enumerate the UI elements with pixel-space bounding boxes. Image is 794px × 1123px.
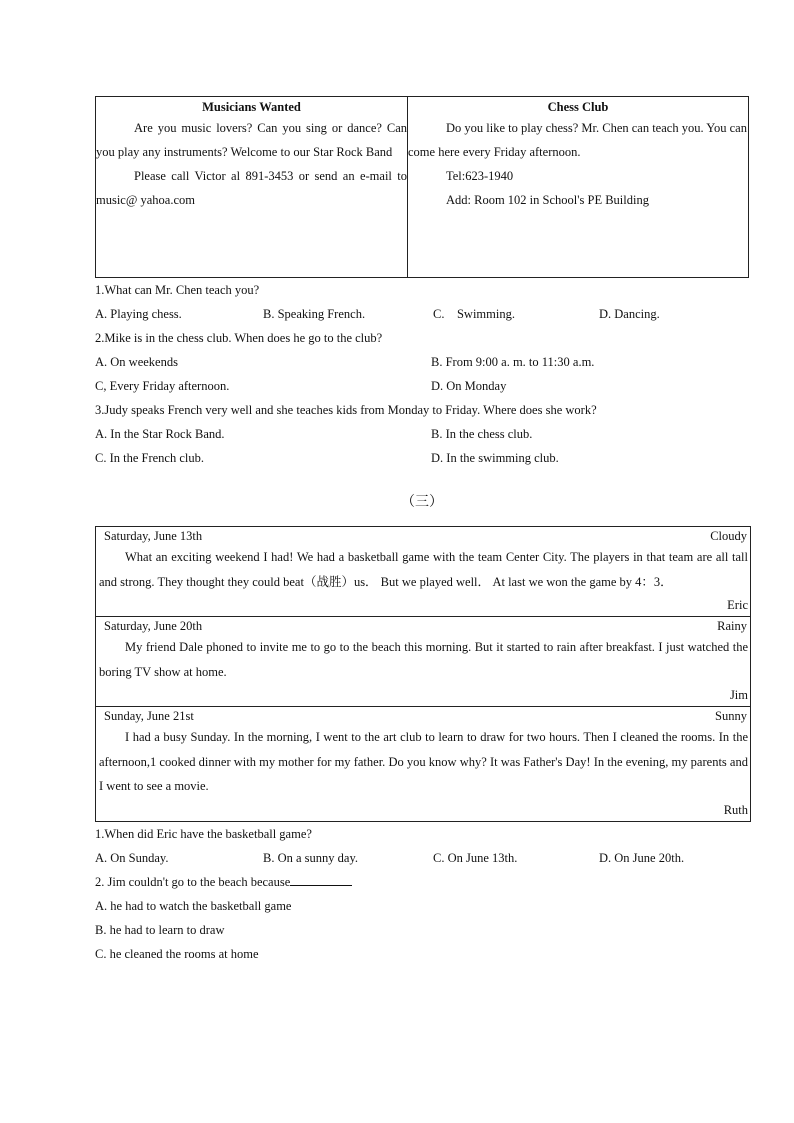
diary-entry-jim (96, 616, 750, 706)
option-d: D. Dancing. (599, 307, 660, 321)
option-c: C. In the French club. (95, 451, 205, 465)
option-c: C. Swimming. (433, 307, 515, 321)
option-b: B. In the chess club. (431, 427, 533, 441)
chess-club-ad (408, 97, 749, 278)
diary-question-1: 1.When did Eric have the basketball game? (95, 826, 312, 841)
section-title: （三） (401, 494, 443, 510)
question-1-options (95, 302, 749, 326)
option-b: B. On a sunny day. (263, 850, 359, 865)
entry-date: Sunday, June 21st (104, 709, 194, 723)
entry-author: Eric (727, 598, 748, 612)
entry-header (99, 707, 748, 725)
chess-club-tel: Tel:623-1940 (446, 169, 514, 183)
option-c: C. On June 13th. (433, 850, 518, 865)
option-b: B. Speaking French. (263, 307, 366, 321)
diary-table (95, 526, 751, 822)
part2-questions (95, 278, 749, 470)
musicians-wanted-para1: Are you music lovers? Can you sing or dance? Can you play any instruments? Welcome to our Star Rock Band (96, 121, 407, 159)
option-c: C. he cleaned the rooms at home (95, 946, 259, 961)
question-3-options-row1 (95, 422, 749, 446)
part3-questions (95, 822, 749, 966)
ads-table (95, 96, 749, 278)
question-2-options-row2 (95, 374, 749, 398)
option-d: D. On June 20th. (599, 850, 685, 865)
musicians-wanted-title: Musicians Wanted (202, 100, 301, 114)
entry-text: I had a busy Sunday. In the morning, I went to the art club to learn to draw for two hours. Then I cleaned the rooms. In the afternoon,1 cooked dinner with my mother for my father. Do you know why? It was Father's Day! In the evening, my parents and I went to see a movie. (99, 730, 748, 793)
answer-blank[interactable] (290, 872, 352, 886)
diary-question-2-text: 2. Jim couldn't go to the beach because (95, 874, 291, 889)
question-3: 3.Judy speaks French very well and she teaches kids from Monday to Friday. Where does she work? (95, 403, 597, 417)
diary-entry-ruth (96, 706, 750, 821)
worksheet-page (95, 96, 749, 966)
question-1: 1.What can Mr. Chen teach you? (95, 283, 260, 297)
entry-author: Ruth (723, 802, 748, 817)
option-b: B. From 9:00 a. m. to 11:30 a.m. (431, 355, 595, 369)
diary-entry-eric (96, 527, 750, 616)
entry-text: My friend Dale phoned to invite me to go to the beach this morning. But it started to rain after breakfast. I just watched the boring TV show at home. (99, 640, 748, 679)
question-3-options-row2 (95, 446, 749, 470)
diary-question-2 (95, 870, 749, 894)
entry-date: Saturday, June 20th (104, 619, 203, 633)
question-2: 2.Mike is in the chess club. When does he go to the club? (95, 331, 383, 345)
entry-header (99, 617, 748, 635)
chess-club-address: Add: Room 102 in School's PE Building (446, 193, 649, 207)
option-a: A. In the Star Rock Band. (95, 427, 225, 441)
entry-weather: Sunny (715, 709, 747, 723)
diary-question-1-options (95, 846, 749, 870)
option-a: A. he had to watch the basketball game (95, 898, 292, 913)
entry-text: What an exciting weekend I had! We had a basketball game with the team Center City. The players in that team are all tall and strong. They thought they could beat（战胜）us． But we played well． At last we won the game by 4：3． (99, 550, 748, 589)
entry-weather: Cloudy (710, 529, 747, 543)
entry-header (99, 527, 748, 545)
musicians-wanted-para2: Please call Victor al 891-3453 or send an e-mail to music@ yahoa.com (96, 169, 407, 207)
option-d: D. On Monday (431, 379, 507, 393)
option-a: A. On Sunday. (95, 850, 169, 865)
musicians-wanted-ad (96, 97, 408, 278)
option-b: B. he had to learn to draw (95, 922, 225, 937)
option-c: C, Every Friday afternoon. (95, 379, 230, 393)
entry-weather: Rainy (717, 619, 747, 633)
entry-author: Jim (729, 688, 748, 702)
chess-club-para1: Do you like to play chess? Mr. Chen can teach you. You can come here every Friday afternoon. (408, 121, 747, 159)
option-a: A. Playing chess. (95, 307, 182, 321)
question-2-options-row1 (95, 350, 749, 374)
entry-date: Saturday, June 13th (104, 529, 203, 543)
option-a: A. On weekends (95, 355, 178, 369)
chess-club-title: Chess Club (547, 100, 609, 114)
option-d: D. In the swimming club. (431, 451, 559, 465)
